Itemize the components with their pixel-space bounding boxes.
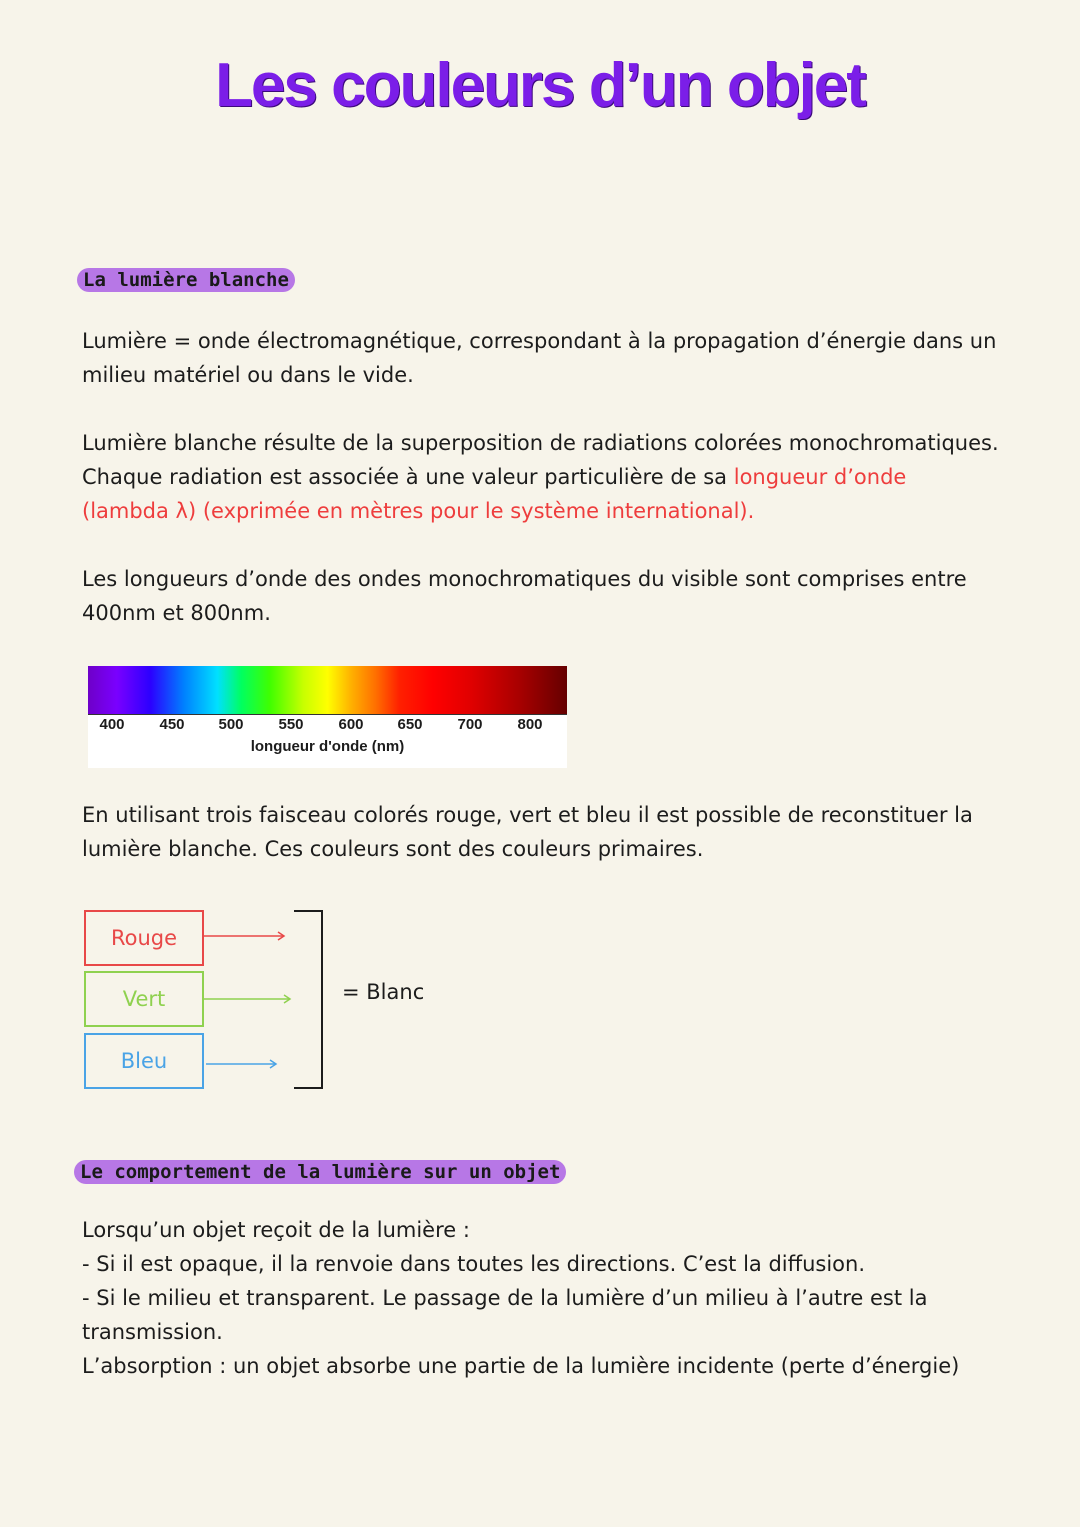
spectrum-tick: 600	[338, 716, 364, 733]
combine-bracket	[294, 911, 322, 1088]
spectrum-tick: 400	[99, 716, 125, 733]
behavior-paragraph	[82, 1213, 1022, 1383]
absorption-definition: L’absorption : un objet absorbe une partie de la lumière incidente (perte d’énergie)	[82, 1354, 960, 1378]
text-line-highlight: (lambda λ) (exprimée en mètres pour le système international).	[82, 499, 755, 523]
text-line: Lumière blanche résulte de la superposition de radiations colorées monochromatiques.	[82, 431, 999, 455]
section-heading-white-light: La lumière blanche	[77, 268, 295, 292]
highlight-wavelength: longueur d’onde	[733, 465, 907, 489]
text-line: En utilisant trois faisceau colorés rouge, vert et bleu il est possible de reconstituer la	[82, 803, 973, 827]
text-line: transmission.	[82, 1320, 223, 1344]
text-line: milieu matériel ou dans le vide.	[82, 363, 414, 387]
spectrum-tick: 500	[218, 716, 244, 733]
green-arrow	[204, 995, 290, 1003]
red-beam-box: Rouge	[84, 910, 204, 966]
text-line: Lumière = onde électromagnétique, correspondant à la propagation d’énergie dans un	[82, 329, 997, 353]
red-arrow	[204, 932, 284, 940]
list-item-diffusion: - Si il est opaque, il la renvoie dans toutes les directions. C’est la diffusion.	[82, 1252, 866, 1276]
spectrum-axis-label: longueur d'onde (nm)	[250, 738, 405, 755]
page-title: Les couleurs d’un objet	[215, 51, 865, 120]
spectrum-tick: 650	[397, 716, 423, 733]
text-line: 400nm et 800nm.	[82, 601, 271, 625]
spectrum-tick: 550	[278, 716, 304, 733]
blue-beam-box: Bleu	[84, 1033, 204, 1089]
spectrum-tick: 800	[517, 716, 543, 733]
white-result-label: = Blanc	[342, 980, 425, 1004]
list-item-transmission: - Si le milieu et transparent. Le passage de la lumière d’un milieu à l’autre est la	[82, 1286, 928, 1310]
green-beam-box: Vert	[84, 971, 204, 1027]
text-line: Les longueurs d’onde des ondes monochromatiques du visible sont comprises entre	[82, 567, 967, 591]
spectrum-tick: 700	[457, 716, 483, 733]
text-line: Lorsqu’un objet reçoit de la lumière :	[82, 1218, 470, 1242]
text-line: lumière blanche. Ces couleurs sont des couleurs primaires.	[82, 837, 704, 861]
blue-arrow	[206, 1060, 276, 1068]
spectrum-tick: 450	[159, 716, 185, 733]
section-heading-light-behavior: Le comportement de la lumière sur un objet	[74, 1160, 566, 1184]
text-line: Chaque radiation est associée à une valeur particulière de sa	[82, 465, 734, 489]
